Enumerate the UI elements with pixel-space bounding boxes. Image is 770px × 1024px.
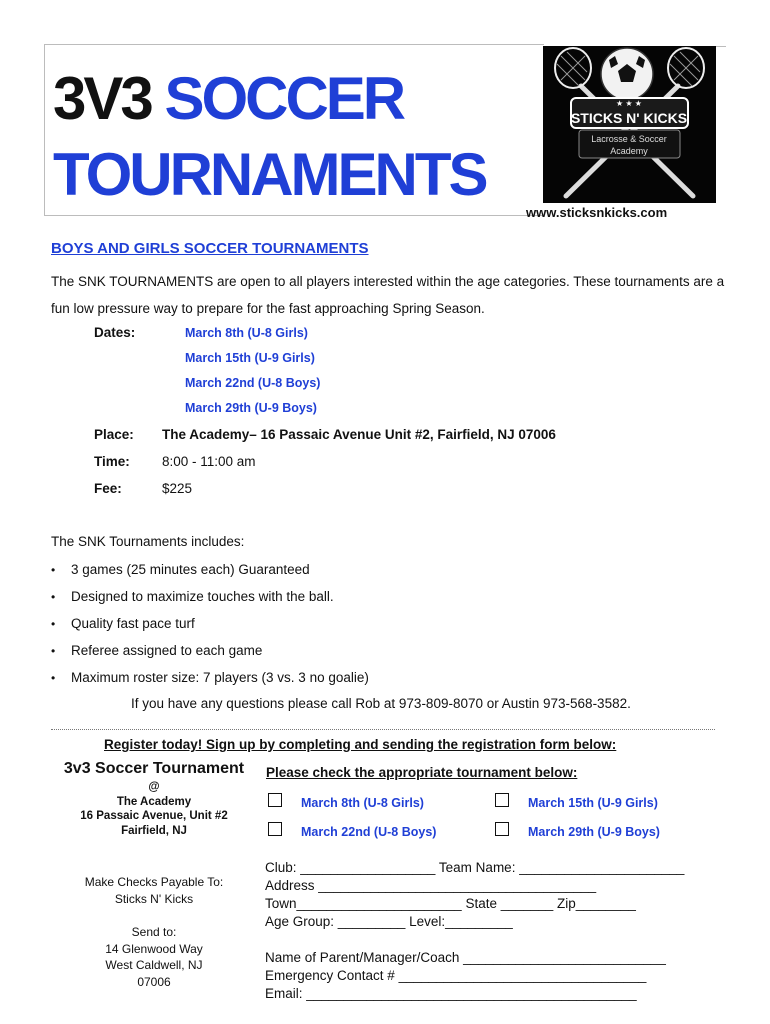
svg-text:Academy: Academy xyxy=(610,146,648,156)
title-word-soccer: SOCCER xyxy=(164,65,404,132)
svg-text:Lacrosse & Soccer: Lacrosse & Soccer xyxy=(591,134,667,144)
option-label: March 15th (U-9 Girls) xyxy=(528,796,658,810)
mail-street: 14 Glenwood Way xyxy=(105,941,203,956)
mail-city: West Caldwell, NJ xyxy=(105,958,203,972)
checks-payable-label: Make Checks Payable To: xyxy=(84,875,224,889)
checkbox-march-22[interactable] xyxy=(268,822,282,836)
mail-zip: 07006 xyxy=(137,974,171,989)
title-word-tournaments: TOURNAMENTS xyxy=(53,141,486,208)
fee-value: $225 xyxy=(162,481,193,496)
age-level-field[interactable]: Age Group: _________ Level:_________ xyxy=(265,914,513,929)
option-label: March 22nd (U-8 Boys) xyxy=(301,825,437,839)
option-label: March 8th (U-8 Girls) xyxy=(301,796,424,810)
includes-list xyxy=(51,560,369,695)
venue-block xyxy=(44,758,264,838)
register-headline: Register today! Sign up by completing and sending the registration form below: xyxy=(104,737,617,752)
date-item: March 29th (U-9 Boys) xyxy=(185,401,317,415)
svg-text:★ ★ ★: ★ ★ ★ xyxy=(616,99,642,108)
date-item: March 22nd (U-8 Boys) xyxy=(185,376,321,390)
divider xyxy=(51,729,715,730)
check-heading: Please check the appropriate tournament below: xyxy=(266,765,578,780)
title-line-1 xyxy=(53,65,404,132)
title-word-3v3: 3V3 xyxy=(53,65,151,132)
emergency-contact-field[interactable]: Emergency Contact # _________________________________ xyxy=(265,968,647,983)
time-label: Time: xyxy=(94,454,130,469)
list-item: • Quality fast pace turf xyxy=(51,614,369,641)
club-team-field[interactable]: Club: __________________ Team Name: ______________________ xyxy=(265,860,685,875)
venue-address: 16 Passaic Avenue, Unit #2 xyxy=(80,810,228,822)
place-label: Place: xyxy=(94,427,134,442)
event-title: 3v3 Soccer Tournament xyxy=(63,760,245,777)
checkbox-march-8[interactable] xyxy=(268,793,282,807)
logo-graphic xyxy=(543,46,716,203)
date-item: March 8th (U-8 Girls) xyxy=(185,326,308,340)
place-value: The Academy– 16 Passaic Avenue Unit #2, Fairfield, NJ 07006 xyxy=(162,427,556,442)
website-link[interactable]: www.sticksnkicks.com xyxy=(526,205,668,220)
contact-questions: If you have any questions please call Rob at 973-809-8070 or Austin 973-568-3582. xyxy=(131,696,631,711)
intro-paragraph: The SNK TOURNAMENTS are open to all players interested within the age categories. These tournaments are a fun low pressure way to prepare for the fast approaching Spring Season. xyxy=(51,274,725,316)
list-item: • Maximum roster size: 7 players (3 vs. 3 no goalie) xyxy=(51,668,369,695)
list-item: • 3 games (25 minutes each) Guaranteed xyxy=(51,560,369,587)
at-sign: @ xyxy=(148,781,160,793)
includes-heading: The SNK Tournaments includes: xyxy=(51,534,245,549)
address-field[interactable]: Address _____________________________________ xyxy=(265,878,597,893)
email-field[interactable]: Email: ____________________________________________ xyxy=(265,986,637,1001)
header-rule xyxy=(716,46,726,226)
logo-text: STICKS N' KICKS xyxy=(570,110,688,126)
date-item: March 15th (U-9 Girls) xyxy=(185,351,315,365)
section-heading: BOYS AND GIRLS SOCCER TOURNAMENTS xyxy=(51,240,369,257)
title-box xyxy=(44,44,544,216)
payment-block xyxy=(44,874,264,990)
fee-label: Fee: xyxy=(94,481,122,496)
list-item: • Designed to maximize touches with the ball. xyxy=(51,587,369,614)
parent-name-field[interactable]: Name of Parent/Manager/Coach ___________________________ xyxy=(265,950,666,965)
send-to-label: Send to: xyxy=(131,925,177,939)
payee-name: Sticks N' Kicks xyxy=(114,891,194,906)
sticks-n-kicks-logo xyxy=(543,46,716,203)
checkbox-march-29[interactable] xyxy=(495,822,509,836)
venue-city: Fairfield, NJ xyxy=(121,824,187,837)
time-value: 8:00 - 11:00 am xyxy=(162,454,256,469)
checkbox-march-15[interactable] xyxy=(495,793,509,807)
option-label: March 29th (U-9 Boys) xyxy=(528,825,660,839)
list-item: • Referee assigned to each game xyxy=(51,641,369,668)
venue-name: The Academy xyxy=(116,795,192,808)
town-state-zip-field[interactable]: Town______________________ State _______ Zip________ xyxy=(265,896,636,911)
dates-label: Dates: xyxy=(94,325,136,340)
